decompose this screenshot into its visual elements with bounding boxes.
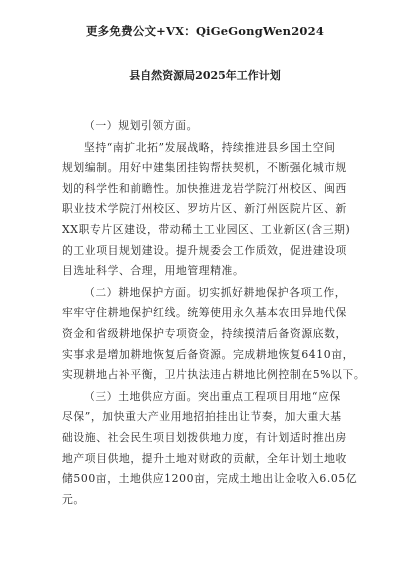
section-1-paragraph xyxy=(62,138,352,282)
section-heading: （一）规划引领方面。 xyxy=(84,119,198,132)
paragraph-line: 地产项目供地，提升土地对财政的贡献，全年计划土地收 xyxy=(62,451,347,465)
section-1-heading xyxy=(62,116,352,137)
paragraph-line: 尽保”，加快重大产业用地招拍挂出让节奏，加大重大基 xyxy=(62,410,342,424)
paragraph-line: 职业技术学院汀州校区、罗坊片区、新汀州医院片区、新 xyxy=(62,202,347,216)
paragraph-line: 础设施、社会民生项目划拨供地力度，有计划适时推出房 xyxy=(62,430,347,444)
document-header: 更多免费公文+VX：QiGeGongWen2024 xyxy=(85,24,325,38)
section-3-paragraph xyxy=(62,387,358,511)
paragraph-line: XX职专片区建设，带动稀土工业园区、工业新区(含三期) xyxy=(62,222,351,236)
paragraph-line: 坚持“南扩北拓”发展战略，持续推进县乡国土空间 xyxy=(84,140,336,154)
paragraph-line: （二）耕地保护方面。切实抓好耕地保护各项工作， xyxy=(84,285,347,299)
paragraph-line: 划的科学性和前瞻性。加快推进龙岩学院汀州校区、闽西 xyxy=(62,181,347,195)
paragraph-line: 牢牢守住耕地保护红线。统筹使用永久基本农田异地代保 xyxy=(62,306,347,320)
paragraph-line: 实事求是增加耕地恢复后备资源。完成耕地恢复6410亩， xyxy=(62,347,355,361)
section-2-paragraph xyxy=(62,283,366,386)
paragraph-line: 规划编制。用好中建集团挂钩帮扶契机，不断强化城市规 xyxy=(62,161,347,175)
paragraph-line: （三）土地供应方面。突出重点工程项目用地“应保 xyxy=(84,389,341,403)
paragraph-line: 储500亩，土地供应1200亩，完成土地出让金收入6.05亿 xyxy=(62,472,358,486)
paragraph-line: 目选址科学、合理，用地管理精准。 xyxy=(62,264,245,278)
document-title: 县自然资源局2025年工作计划 xyxy=(129,69,281,82)
paragraph-line: 元。 xyxy=(62,492,85,506)
paragraph-line: 的工业项目规划建设。提升规委会工作质效，促进建设项 xyxy=(62,243,347,257)
paragraph-line: 资金和省级耕地保护专项资金，持续摸清后备资源底数， xyxy=(62,326,347,340)
paragraph-line: 实现耕地占补平衡，卫片执法违占耕地比例控制在5%以下。 xyxy=(62,368,366,382)
document-body xyxy=(62,116,366,511)
